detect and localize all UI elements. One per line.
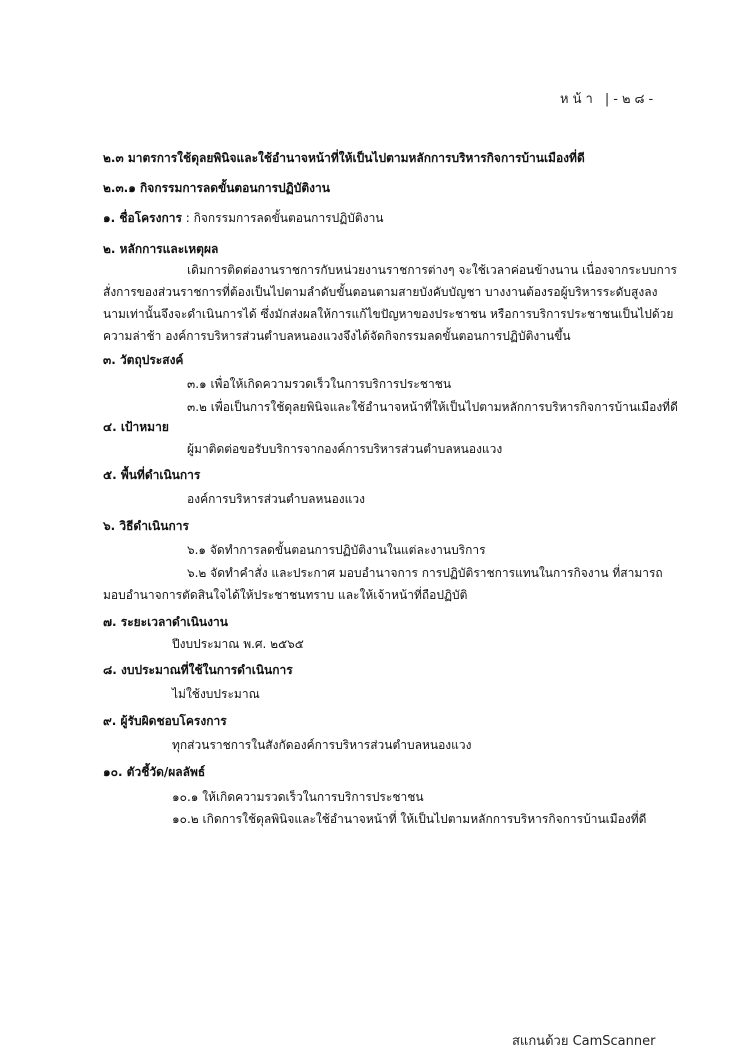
period-value: ปีงบประมาณ พ.ศ. ๒๕๖๕ xyxy=(172,637,304,651)
period-title: ๗. ระยะเวลาดำเนินงาน xyxy=(103,615,228,629)
rationale-title: ๒. หลักการและเหตุผล xyxy=(103,242,219,256)
kpi-title: ๑๐. ตัวชี้วัด/ผลลัพธ์ xyxy=(103,765,206,779)
method-title: ๖. วิธีดำเนินการ xyxy=(103,519,189,533)
project-name-label: ๑. ชื่อโครงการ xyxy=(103,211,182,225)
area-value: องค์การบริหารส่วนตำบลหนองแวง xyxy=(187,492,365,506)
objective-item: ๓.๑ เพื่อให้เกิดความรวดเร็วในการบริการประชาชน xyxy=(187,377,452,391)
method-item: ๖.๒ จัดทำคำสั่ง และประกาศ มอบอำนาจการ การปฏิบัติราชการแทนในการกิจงาน ที่สามารถ xyxy=(187,566,663,580)
target-value: ผู้มาติดต่อขอรับบริการจากองค์การบริหารส่วนตำบลหนองแวง xyxy=(187,442,503,456)
rationale-line: เดิมการติดต่องานราชการกับหน่วยงานราชการต่างๆ จะใช้เวลาค่อนข้างนาน เนื่องจากระบบการ xyxy=(187,263,678,277)
kpi-item: ๑๐.๑ ให้เกิดความรวดเร็วในการบริการประชาชน xyxy=(172,790,424,804)
objectives-title: ๓. วัตถุประสงค์ xyxy=(103,353,184,367)
rationale-line: นามเท่านั้นจึงจะดำเนินการได้ ซึ่งมักส่งผลให้การแก้ไขปัญหาของประชาชน หรือการบริการประชาชนเป็นไปด้วย xyxy=(103,307,674,321)
kpi-item: ๑๐.๒ เกิดการใช้ดุลพินิจและใช้อำนาจหน้าที่ ให้เป็นไปตามหลักการบริหารกิจการบ้านเมืองที่ดี xyxy=(172,812,647,826)
target-title: ๔. เป้าหมาย xyxy=(103,420,169,434)
owner-title: ๙. ผู้รับผิดชอบโครงการ xyxy=(103,714,227,728)
method-item: ๖.๑ จัดทำการลดขั้นตอนการปฏิบัติงานในแต่ละงานบริการ xyxy=(187,543,486,557)
budget-title: ๘. งบประมาณที่ใช้ในการดำเนินการ xyxy=(103,663,293,677)
budget-value: ไม่ใช้งบประมาณ xyxy=(172,687,260,701)
area-title: ๕. พื้นที่ดำเนินการ xyxy=(103,468,201,482)
section-2-3-1-title: ๒.๓.๑ กิจกรรมการลดขั้นตอนการปฏิบัติงาน xyxy=(103,181,330,195)
rationale-line: สั่งการของส่วนราชการที่ต้องเป็นไปตามลำดับขั้นตอนตามสายบังคับบัญชา บางงานต้องรอผู้บริหารระดับสูงลง xyxy=(103,285,658,299)
method-item: มอบอำนาจการตัดสินใจได้ให้ประชาชนทราบ และให้เจ้าหน้าที่ถือปฏิบัติ xyxy=(103,588,468,602)
project-name-value: : กิจกรรมการลดขั้นตอนการปฏิบัติงาน xyxy=(181,211,384,225)
objective-item: ๓.๒ เพื่อเป็นการใช้ดุลยพินิจและใช้อำนาจหน้าที่ให้เป็นไปตามหลักการบริหารกิจการบ้านเมืองที่ดี xyxy=(187,400,678,414)
section-2-3-title: ๒.๓ มาตรการใช้ดุลยพินิจและใช้อำนาจหน้าที่ให้เป็นไปตามหลักการบริหารกิจการบ้านเมืองที่ดี xyxy=(103,151,585,165)
project-name-line xyxy=(103,210,384,226)
page-number: หน้า |-๒๘- xyxy=(560,92,658,107)
camscanner-watermark: สแกนด้วย CamScanner xyxy=(512,1034,656,1049)
owner-value: ทุกส่วนราชการในสังกัดองค์การบริหารส่วนตำบลหนองแวง xyxy=(172,738,472,752)
rationale-line: ความล่าช้า องค์การบริหารส่วนตำบลหนองแวงจึงได้จัดกิจกรรมลดขั้นตอนการปฏิบัติงานขึ้น xyxy=(103,329,571,343)
